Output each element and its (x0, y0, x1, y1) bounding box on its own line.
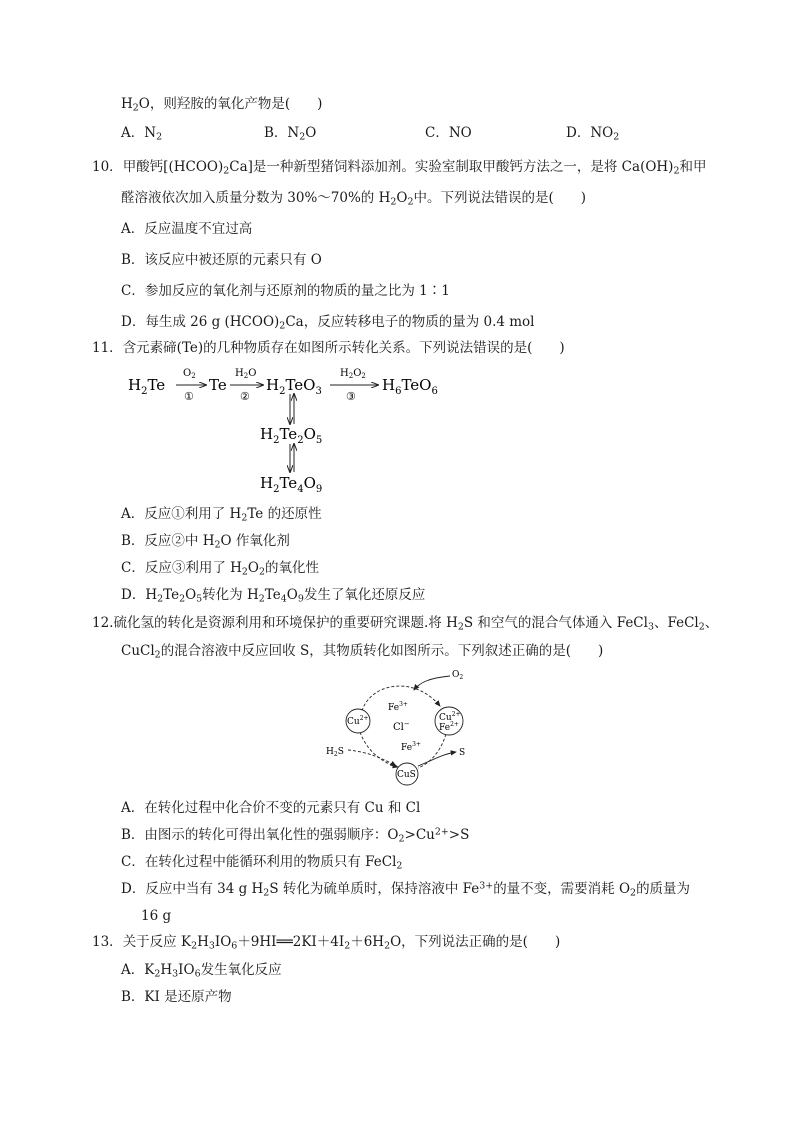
sub: 2 (241, 512, 248, 524)
text: >S (448, 827, 470, 843)
text: ＋9HI══2KI＋4I (237, 934, 345, 950)
text: 和甲 (679, 159, 707, 175)
cus-label: CuS (397, 770, 416, 780)
label: A． (121, 125, 145, 141)
text: >Cu (404, 827, 435, 843)
h2s-input-arrow (348, 750, 396, 766)
sub: 2 (154, 649, 161, 661)
step-3: ③ (346, 390, 356, 403)
sub: 2 (156, 131, 163, 143)
text: B．由图示的转化可得出氧化性的强弱顺序：O (121, 827, 399, 843)
reagent-o2: $O_2$ (183, 368, 196, 380)
species-h2teo3: $H_2TeO_3$ (266, 376, 322, 397)
text: 的混合溶液中反应回收 S，其物质转化如图所示。下列叙述正确的是( ) (160, 643, 604, 659)
sub: 2 (132, 102, 139, 114)
cu2-right-label: $Cu^{2+}$ (439, 711, 461, 723)
sub: 2 (154, 968, 161, 980)
q12-option-d-line2: 16 g (141, 908, 172, 924)
cycle-arc-left (360, 732, 398, 767)
text: O 作氧化剂 (220, 533, 290, 549)
sub: 5 (196, 593, 203, 605)
cl-label: Cl− (393, 720, 410, 733)
text: 、FeCl (653, 615, 699, 631)
step-1: ① (184, 390, 194, 403)
q12-option-c[interactable] (121, 853, 402, 871)
text: 的质量为 (636, 881, 691, 897)
text: Te (163, 587, 180, 603)
text: N (144, 125, 157, 141)
q11-option-d[interactable] (121, 586, 425, 604)
sub: 2 (398, 833, 405, 845)
text: C．在转化过程中能循环利用的物质只有 FeCl (121, 854, 397, 870)
label: C． (425, 125, 449, 141)
text: NO (448, 125, 472, 141)
text: ＋6H (350, 934, 385, 950)
q12-stem-line2 (121, 642, 603, 660)
q11-option-a[interactable] (121, 505, 322, 523)
q10-option-d[interactable] (121, 313, 535, 331)
sub: 2 (259, 566, 266, 578)
sulfur-cycle-diagram (318, 664, 488, 786)
q10-option-c[interactable]: C．参加反应的氧化剂与还原剂的物质的量之比为 1∶1 (121, 283, 450, 299)
sub: 2 (279, 320, 286, 332)
text: IO (214, 934, 232, 950)
sub: 3 (647, 621, 654, 633)
question-number: 12. (92, 615, 114, 631)
text: A．反应①利用了 H (121, 506, 242, 522)
text: Ca，反应转移电子的物质的量为 0.4 mol (285, 314, 535, 330)
text: S 转化为硫单质时，保持溶液中 Fe (269, 881, 480, 897)
text: 、 (704, 615, 719, 631)
text: O，则羟胺的氧化产物是( ) (138, 96, 323, 112)
tellurium-conversion-diagram (120, 362, 460, 498)
species-h2te: $H_2Te$ (128, 376, 166, 397)
text: CuCl (121, 643, 155, 659)
text: 发生了氧化还原反应 (303, 587, 426, 603)
q10-option-b[interactable]: B．该反应中被还原的元素只有 O (121, 252, 322, 268)
species-h2te4o9: $H_2Te_4O_9$ (260, 474, 323, 495)
q9-option-a[interactable] (121, 124, 162, 142)
q13-option-b[interactable]: B．KI 是还原产物 (121, 989, 232, 1005)
question-number: 11． (92, 340, 123, 356)
text: H (121, 96, 133, 112)
text: H (160, 962, 173, 978)
sub: 2 (396, 860, 403, 872)
sub: 3 (172, 968, 179, 980)
text: D．每生成 26 g (HCOO) (121, 314, 280, 330)
o2-input-arrow (414, 676, 450, 690)
text: O (305, 125, 317, 141)
q13-option-a[interactable] (121, 961, 282, 979)
h2s-label: $H_2S$ (326, 747, 344, 758)
q11-stem (92, 339, 565, 357)
q9-stem-continuation (121, 95, 322, 113)
sub: 2 (457, 621, 464, 633)
question-number: 10． (92, 159, 123, 175)
q12-option-d[interactable] (121, 880, 690, 898)
text: A．K (121, 962, 155, 978)
sub: 4 (280, 593, 287, 605)
sub: 2 (344, 940, 351, 952)
sub: 2 (258, 593, 265, 605)
sub: 2 (191, 940, 198, 952)
q11-option-b[interactable] (121, 532, 290, 550)
fe3-bottom-label: $Fe^{3+}$ (401, 741, 421, 753)
q10-stem-line1 (92, 158, 706, 176)
q13-stem (92, 933, 560, 951)
text: 转化为 H (202, 587, 259, 603)
fe2-right-label: $Fe^{2+}$ (439, 721, 459, 733)
step-2: ② (240, 390, 250, 403)
label: B． (264, 125, 288, 141)
q12-option-b[interactable] (121, 826, 469, 844)
q10-option-a[interactable]: A．反应温度不宜过高 (121, 221, 253, 237)
fe3-top-label: $Fe^{3+}$ (388, 701, 408, 713)
text: D．反应中当有 34 g H (121, 881, 264, 897)
text: H (197, 934, 209, 950)
o2-label: $O_2$ (452, 670, 464, 681)
sub: 2 (214, 539, 221, 551)
text: S 和空气的混合气体通入 FeCl (463, 615, 648, 631)
text: IO (178, 962, 195, 978)
text: O (396, 190, 408, 206)
sub: 2 (630, 887, 637, 899)
text: 的量不变，需要消耗 O (493, 881, 631, 897)
text: 硫化氢的转化是资源利用和环境保护的重要研究课题.将 H (113, 615, 458, 631)
sub: 6 (231, 940, 238, 952)
s-label: S (459, 748, 466, 758)
s-output-arrow (418, 752, 456, 766)
sub: 2 (157, 593, 164, 605)
sub: 6 (194, 968, 201, 980)
text: N (287, 125, 300, 141)
reagent-h2o: $H_2O$ (235, 368, 257, 380)
q10-stem-line2 (121, 189, 586, 207)
reagent-h2o2: $H_2O_2$ (340, 368, 366, 380)
question-number: 13． (92, 934, 123, 950)
cycle-arc-right (418, 734, 446, 768)
sub: 2 (673, 165, 680, 177)
q9-option-b[interactable] (264, 124, 316, 142)
sub: 2 (390, 196, 397, 208)
species-h2te2o5: $H_2Te_2O_5$ (260, 425, 323, 446)
text: 含元素碲(Te)的几种物质存在如图所示转化关系。下列说法错误的是( ) (122, 340, 565, 356)
text: B．反应②中 H (121, 533, 215, 549)
text: NO (590, 125, 614, 141)
sub: 9 (297, 593, 304, 605)
sub: 2 (223, 165, 230, 177)
q11-option-c[interactable] (121, 559, 319, 577)
text: D．H (121, 587, 158, 603)
q12-stem-line1 (92, 614, 718, 632)
q9-option-d[interactable] (566, 124, 619, 142)
text: 的氧化性 (265, 560, 320, 576)
text: 中。下列说法错误的是( ) (413, 190, 587, 206)
sub: 2 (384, 940, 391, 952)
text: 关于反应 K (122, 934, 192, 950)
text: C．反应③利用了 H (121, 560, 242, 576)
text: 发生氧化反应 (200, 962, 282, 978)
text: Te (264, 587, 281, 603)
sup: 3+ (479, 880, 494, 892)
species-h6teo6: $H_6TeO_6$ (382, 376, 438, 397)
text: O，下列说法正确的是( ) (390, 934, 561, 950)
sub: 2 (241, 566, 248, 578)
sup: 2+ (434, 826, 449, 838)
text: O (247, 560, 259, 576)
text: O (185, 587, 197, 603)
q9-option-c[interactable] (425, 124, 472, 142)
sub: 2 (263, 887, 270, 899)
text: 醛溶液依次加入质量分数为 30%～70%的 H (121, 190, 391, 206)
text: 甲酸钙[(HCOO) (122, 159, 224, 175)
sub: 2 (698, 621, 705, 633)
sub: 3 (208, 940, 215, 952)
sub: 2 (613, 131, 620, 143)
sub: 2 (179, 593, 186, 605)
text: O (286, 587, 298, 603)
text: Ca]是一种新型猪饲料添加剂。实验室制取甲酸钙方法之一，是将 Ca(OH) (229, 159, 674, 175)
label: D． (566, 125, 591, 141)
text: Te 的还原性 (247, 506, 322, 522)
sub: 2 (407, 196, 414, 208)
q12-option-a[interactable]: A．在转化过程中化合价不变的元素只有 Cu 和 Cl (121, 800, 421, 816)
sub: 2 (299, 131, 306, 143)
cu2-label: $Cu^{2+}$ (347, 715, 369, 727)
species-te: Te (209, 376, 227, 394)
